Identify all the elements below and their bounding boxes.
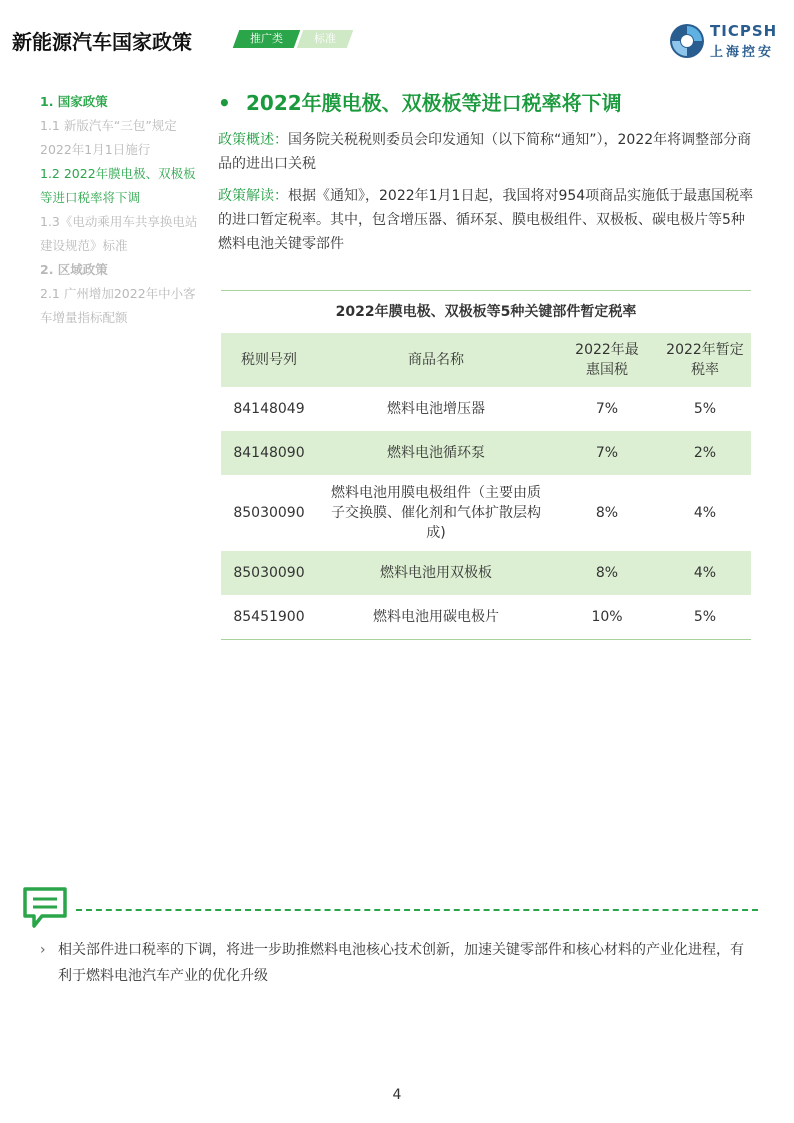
category-tags xyxy=(236,30,353,48)
cell-product-name: 燃料电池用碳电极片 xyxy=(373,609,499,625)
cell-mfn-rate: 7% xyxy=(595,401,619,417)
cell-tariff-code: 84148049 xyxy=(233,401,305,417)
interpretation-label: 政策解读： xyxy=(218,188,288,204)
table-row xyxy=(221,431,751,475)
cell-provisional-rate: 4% xyxy=(693,505,717,521)
table-row xyxy=(221,475,751,551)
logo-swirl-icon xyxy=(668,22,706,60)
cell-product-name: 燃料电池增压器 xyxy=(387,401,485,417)
company-logo xyxy=(668,22,788,60)
main-content xyxy=(218,88,754,256)
summary-text: 相关部件进口税率的下调，将进一步助推燃料电池核心技术创新，加速关键零部件和核心材料的产业化进程，有利于燃料电池汽车产业的优化升级 xyxy=(58,942,744,984)
cell-tariff-code: 84148090 xyxy=(233,445,305,461)
header-product-name: 商品名称 xyxy=(408,352,464,368)
toc-item-national-policy[interactable]: 1. 国家政策 xyxy=(40,94,108,109)
header-mfn-rate: 2022年最惠国税 xyxy=(575,342,639,378)
overview-label: 政策概述： xyxy=(218,132,288,148)
dashed-divider xyxy=(76,909,758,911)
policy-interpretation xyxy=(218,184,754,256)
table-header-row xyxy=(221,333,751,387)
toc-item-battery-swap[interactable]: 1.3《电动乘用车共享换电站建设规范》标准 xyxy=(40,214,198,253)
toc-item-tax-rate[interactable]: 1.2 2022年膜电极、双极板等进口税率将下调 xyxy=(40,166,196,205)
table-row xyxy=(221,387,751,431)
toc-item-guangzhou-quota[interactable]: 2.1 广州增加2022年中小客车增量指标配额 xyxy=(40,286,196,325)
logo-subtext: 上海控安 xyxy=(710,45,775,60)
cell-product-name: 燃料电池用双极板 xyxy=(380,565,492,581)
chevron-right-icon: › xyxy=(40,942,46,958)
header-tariff-code: 税则号列 xyxy=(241,352,297,368)
logo-text: TICPSH xyxy=(710,22,778,40)
cell-tariff-code: 85030090 xyxy=(233,505,305,521)
table-row xyxy=(221,551,751,595)
header-provisional-rate: 2022年暂定税率 xyxy=(666,342,744,378)
page-number: 4 xyxy=(392,1087,402,1103)
cell-mfn-rate: 7% xyxy=(595,445,619,461)
toc-item-regional-policy[interactable]: 2. 区域政策 xyxy=(40,262,108,277)
tax-rate-table xyxy=(221,290,751,640)
cell-mfn-rate: 8% xyxy=(595,505,619,521)
cell-mfn-rate: 8% xyxy=(595,565,619,581)
cell-product-name: 燃料电池循环泵 xyxy=(387,445,485,461)
table-row xyxy=(221,595,751,639)
comment-icon xyxy=(22,886,68,932)
page-title: 新能源汽车国家政策 xyxy=(12,30,192,54)
policy-overview xyxy=(218,128,754,176)
summary-note xyxy=(40,937,756,989)
cell-provisional-rate: 2% xyxy=(693,445,717,461)
toc-item-three-guarantees[interactable]: 1.1 新版汽车“三包”规定 2022年1月1日施行 xyxy=(40,118,177,157)
cell-product-name: 燃料电池用膜电极组件（主要由质子交换膜、催化剂和气体扩散层构成) xyxy=(331,485,541,541)
cell-tariff-code: 85451900 xyxy=(233,609,305,625)
tag-standard: 标准 xyxy=(297,30,354,48)
table-of-contents xyxy=(40,90,200,330)
tag-promotion: 推广类 xyxy=(233,30,301,48)
section-bullet: • xyxy=(218,91,231,115)
cell-mfn-rate: 10% xyxy=(591,609,623,625)
cell-provisional-rate: 5% xyxy=(693,401,717,417)
cell-provisional-rate: 4% xyxy=(693,565,717,581)
table-caption: 2022年膜电极、双极板等5种关键部件暂定税率 xyxy=(335,304,637,320)
cell-tariff-code: 85030090 xyxy=(233,565,305,581)
overview-text: 国务院关税税则委员会印发通知（以下简称“通知”），2022年将调整部分商品的进出口关税 xyxy=(218,132,752,172)
section-title-text: 2022年膜电极、双极板等进口税率将下调 xyxy=(246,91,622,115)
cell-provisional-rate: 5% xyxy=(693,609,717,625)
interpretation-text: 根据《通知》，2022年1月1日起，我国将对954项商品实施低于最惠国税率的进口暂定税率。其中，包含增压器、循环泵、膜电极组件、双极板、碳电极片等5种燃料电池关键零部件 xyxy=(218,188,754,252)
section-title xyxy=(218,88,754,118)
